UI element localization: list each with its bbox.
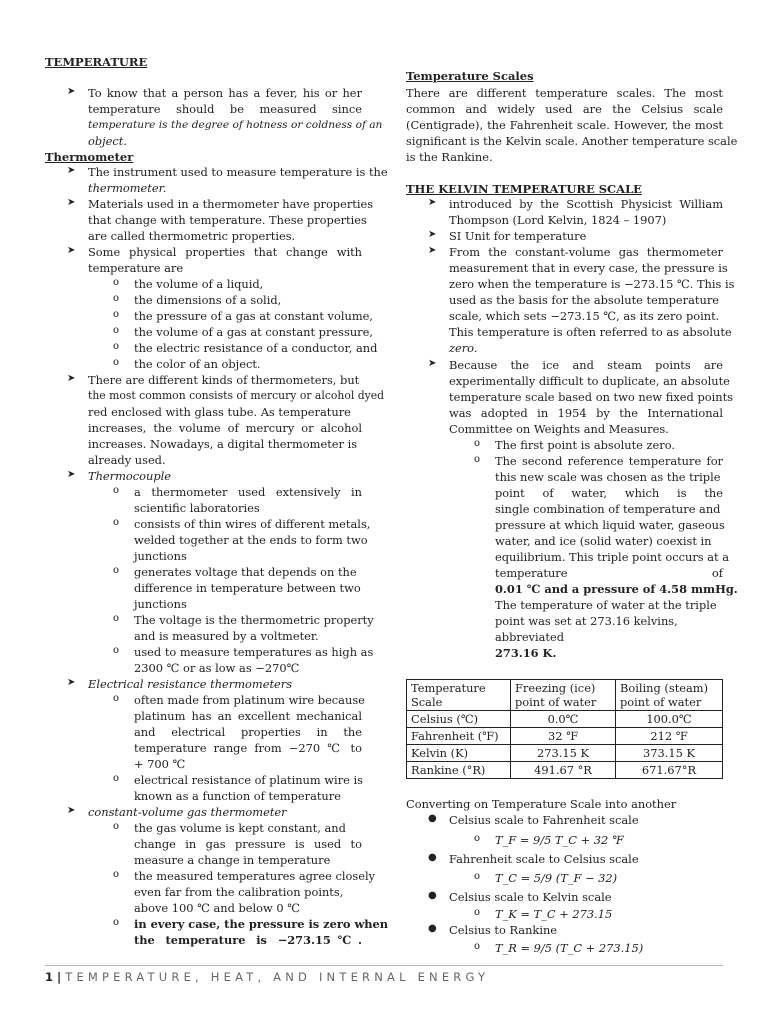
bullet-line: introduced by the Scottish Physicist William [449,197,723,211]
sub-bullet-line: water, and ice (solid water) coexist in [495,534,712,548]
table-cell: 373.15 K [616,745,723,762]
paragraph-line: significant is the Kelvin scale. Another temperature scale [406,134,738,148]
sub-bullet-line: the electric resistance of a conductor, and [134,341,378,355]
table-header-row [407,680,723,711]
arrow-bullet-icon: ➤ [67,245,76,256]
sub-bullet-line: used to measure temperatures as high as [134,645,374,659]
bullet-line: Thompson (Lord Kelvin, 1824 – 1907) [449,213,667,227]
paragraph-line: There are different temperature scales. The most [406,86,723,100]
circle-bullet-icon: o [113,773,120,784]
dot-bullet-icon: ● [428,890,437,901]
table-cell: 32 ℉ [511,728,616,745]
table-cell: 212 ℉ [616,728,723,745]
paragraph-line: (Centigrade), the Fahrenheit scale. However, the most [406,118,723,132]
footer-rule [45,965,723,966]
temperature-scale-table [406,679,723,779]
table-cell: 671.67°R [616,762,723,779]
circle-bullet-icon: o [113,917,120,928]
bullet-line: temperature are [88,261,184,275]
sub-bullet-line: the gas volume is kept constant, and [134,821,346,835]
sub-bullet-line: and electrical properties in the [134,725,362,739]
sub-bullet-line: the pressure of a gas at constant volume, [134,309,373,323]
paragraph-line: common and widely used are the Celsius scale [406,102,723,116]
conversion-formula: T_F = 9/5 T_C + 32 ℉ [495,833,624,847]
sub-bullet-line: The second reference temperature for [495,454,723,468]
circle-bullet-icon: o [474,833,481,844]
resistance-thermometer-label: Electrical resistance thermometers [88,677,293,691]
arrow-bullet-icon: ➤ [67,197,76,208]
table-header-cell: Boiling (steam) point of water [616,680,723,711]
bullet-line: was adopted in 1954 by the International [449,406,723,420]
sub-bullet-line: electrical resistance of platinum wire is [134,773,363,787]
bullet-line: Committee on Weights and Measures. [449,422,669,436]
arrow-bullet-icon: ➤ [67,469,76,480]
bullet-line: This temperature is often referred to as absolute [449,325,732,339]
table-cell: 273.15 K [511,745,616,762]
bullet-line: that change with temperature. These properties [88,213,367,227]
conversion-label: Celsius scale to Fahrenheit scale [449,813,639,827]
kelvin-heading: THE KELVIN TEMPERATURE SCALE [406,182,642,196]
page-title: TEMPERATURE [45,55,148,69]
sub-bullet-line: the temperature is −273.15℃. [134,933,362,947]
intro-line: object. [88,134,127,148]
sub-bullet-line: the dimensions of a solid, [134,293,282,307]
sub-bullet-line: temperature range from −270 ℃ to [134,741,362,755]
table-row [407,711,723,728]
bullet-line: zero when the temperature is −273.15 ℃. This is [449,277,735,291]
gas-thermometer-label: constant-volume gas thermometer [88,805,287,819]
bullet-line: are called thermometric properties. [88,229,296,243]
bullet-line: Materials used in a thermometer have properties [88,197,374,211]
paragraph-line: is the Rankine. [406,150,493,164]
sub-bullet-line: pressure at which liquid water, gaseous [495,518,725,532]
bullet-line: measurement that in every case, the pressure is [449,261,728,275]
table-cell: Fahrenheit (℉) [407,728,511,745]
table-cell: 100.0℃ [616,711,723,728]
bullet-line: There are different kinds of thermometers, but [88,373,360,387]
circle-bullet-icon: o [113,821,120,832]
conversion-label: Fahrenheit scale to Celsius scale [449,852,639,866]
circle-bullet-icon: o [474,871,481,882]
sub-bullet-line: the volume of a gas at constant pressure, [134,325,373,339]
table-cell: Rankine (°R) [407,762,511,779]
table-cell: Kelvin (K) [407,745,511,762]
sub-bullet-line: single combination of temperature and [495,502,721,516]
circle-bullet-icon: o [113,693,120,704]
table-row [407,728,723,745]
sub-bullet-line: the color of an object. [134,357,261,371]
footer-title: TEMPERATURE, HEAT, AND INTERNAL ENERGY [65,970,490,984]
intro-line: temperature should be measured since [88,102,362,116]
arrow-bullet-icon: ➤ [67,165,76,176]
bullet-line: SI Unit for temperature [449,229,587,243]
arrow-bullet-icon: ➤ [428,358,437,369]
sub-bullet-line: change in gas pressure is used to [134,837,362,851]
bullet-line: zero. [449,341,478,355]
arrow-bullet-icon: ➤ [67,86,76,97]
bullet-line: The instrument used to measure temperature is the [88,165,388,179]
arrow-bullet-icon: ➤ [67,373,76,384]
bullet-line: used as the basis for the absolute temperature [449,293,720,307]
dot-bullet-icon: ● [428,813,437,824]
circle-bullet-icon: o [113,341,120,352]
dot-bullet-icon: ● [428,923,437,934]
sub-bullet-line: measure a change in temperature [134,853,331,867]
sub-bullet-line: 0.01 ℃ and a pressure of 4.58 mmHg. [495,582,738,596]
circle-bullet-icon: o [113,277,120,288]
conversion-formula: T_K = T_C + 273.15 [495,907,613,921]
bullet-line: temperature scale based on two new fixed points [449,390,734,404]
conversion-formula: T_R = 9/5 (T_C + 273.15) [495,941,644,955]
arrow-bullet-icon: ➤ [428,229,437,240]
sub-bullet-line: the volume of a liquid, [134,277,264,291]
circle-bullet-icon: o [113,517,120,528]
sub-bullet-line: welded together at the ends to form two [134,533,368,547]
arrow-bullet-icon: ➤ [428,197,437,208]
scales-heading: Temperature Scales [406,69,534,83]
sub-bullet-line: even far from the calibration points, [134,885,344,899]
sub-bullet-line: abbreviated [495,630,565,644]
thermocouple-label: Thermocouple [88,469,172,483]
sub-bullet-line: consists of thin wires of different metals, [134,517,371,531]
bullet-line: thermometer. [88,181,167,195]
sub-bullet-line: in every case, the pressure is zero when [134,917,389,931]
sub-bullet-line: difference in temperature between two [134,581,361,595]
table-cell: 491.67 °R [511,762,616,779]
circle-bullet-icon: o [113,293,120,304]
table-header-cell: Freezing (ice) point of water [511,680,616,711]
sub-bullet-line: a thermometer used extensively in [134,485,362,499]
sub-bullet-line: point was set at 273.16 kelvins, [495,614,678,628]
sub-bullet-line: equilibrium. This triple point occurs at a [495,550,730,564]
intro-line: To know that a person has a fever, his or her [88,86,362,100]
bullet-line: already used. [88,453,166,467]
bullet-line: the most common consists of mercury or alcohol dyed [88,389,385,402]
circle-bullet-icon: o [113,309,120,320]
page-number: 1 [45,970,54,984]
bullet-line: increases, the volume of mercury or alcohol [88,421,362,435]
table-header-cell: Temperature Scale [407,680,511,711]
sub-bullet-line: platinum has an excellent mechanical [134,709,362,723]
bullet-line: scale, which sets −273.15 ℃, as its zero point. [449,309,720,323]
arrow-bullet-icon: ➤ [67,805,76,816]
sub-bullet-line: 273.16 K. [495,646,557,660]
table-cell: 0.0℃ [511,711,616,728]
table-row [407,745,723,762]
sub-bullet-line: junctions [134,597,187,611]
conversion-formula: T_C = 5/9 (T_F − 32) [495,871,618,885]
circle-bullet-icon: o [474,454,481,465]
thermometer-heading: Thermometer [45,150,134,164]
circle-bullet-icon: o [113,565,120,576]
circle-bullet-icon: o [113,325,120,336]
conversion-label: Celsius to Rankine [449,923,558,937]
bullet-line: experimentally difficult to duplicate, an absolute [449,374,730,388]
arrow-bullet-icon: ➤ [428,245,437,256]
conversion-label: Celsius scale to Kelvin scale [449,890,612,904]
bullet-line: red enclosed with glass tube. As temperature [88,405,351,419]
sub-bullet-line: above 100 ℃ and below 0 ℃ [134,901,301,915]
circle-bullet-icon: o [113,485,120,496]
sub-bullet-line: point of water, which is the [495,486,723,500]
sub-bullet-line: and is measured by a voltmeter. [134,629,319,643]
dot-bullet-icon: ● [428,852,437,863]
sub-bullet-line: the measured temperatures agree closely [134,869,376,883]
circle-bullet-icon: o [113,357,120,368]
sub-bullet-line: The voltage is the thermometric property [134,613,374,627]
sub-bullet-line: scientific laboratories [134,501,260,515]
sub-bullet-line: known as a function of temperature [134,789,341,803]
table-row [407,762,723,779]
circle-bullet-icon: o [474,438,481,449]
bullet-line: increases. Nowadays, a digital thermometer is [88,437,358,451]
circle-bullet-icon: o [113,613,120,624]
table-cell: Celsius (℃) [407,711,511,728]
sub-bullet-line: often made from platinum wire because [134,693,365,707]
sub-bullet-line: 2300 ℃ or as low as −270℃ [134,661,300,675]
sub-bullet-line: The first point is absolute zero. [495,438,675,452]
bullet-line: Because the ice and steam points are [449,358,723,372]
conversion-heading: Converting on Temperature Scale into another [406,797,677,811]
arrow-bullet-icon: ➤ [67,677,76,688]
bullet-line: Some physical properties that change with [88,245,362,259]
circle-bullet-icon: o [113,645,120,656]
intro-line: temperature is the degree of hotness or coldness of an [88,119,383,131]
bullet-line: From the constant-volume gas thermometer [449,245,723,259]
page-footer: 1 | TEMPERATURE, HEAT, AND INTERNAL ENERGY [45,970,490,984]
circle-bullet-icon: o [474,941,481,952]
circle-bullet-icon: o [474,907,481,918]
circle-bullet-icon: o [113,869,120,880]
sub-bullet-line: this new scale was chosen as the triple [495,470,721,484]
sub-bullet-line: temperature of [495,566,723,580]
sub-bullet-line: + 700 ℃ [134,757,186,771]
sub-bullet-line: The temperature of water at the triple [495,598,717,612]
sub-bullet-line: generates voltage that depends on the [134,565,357,579]
sub-bullet-line: junctions [134,549,187,563]
